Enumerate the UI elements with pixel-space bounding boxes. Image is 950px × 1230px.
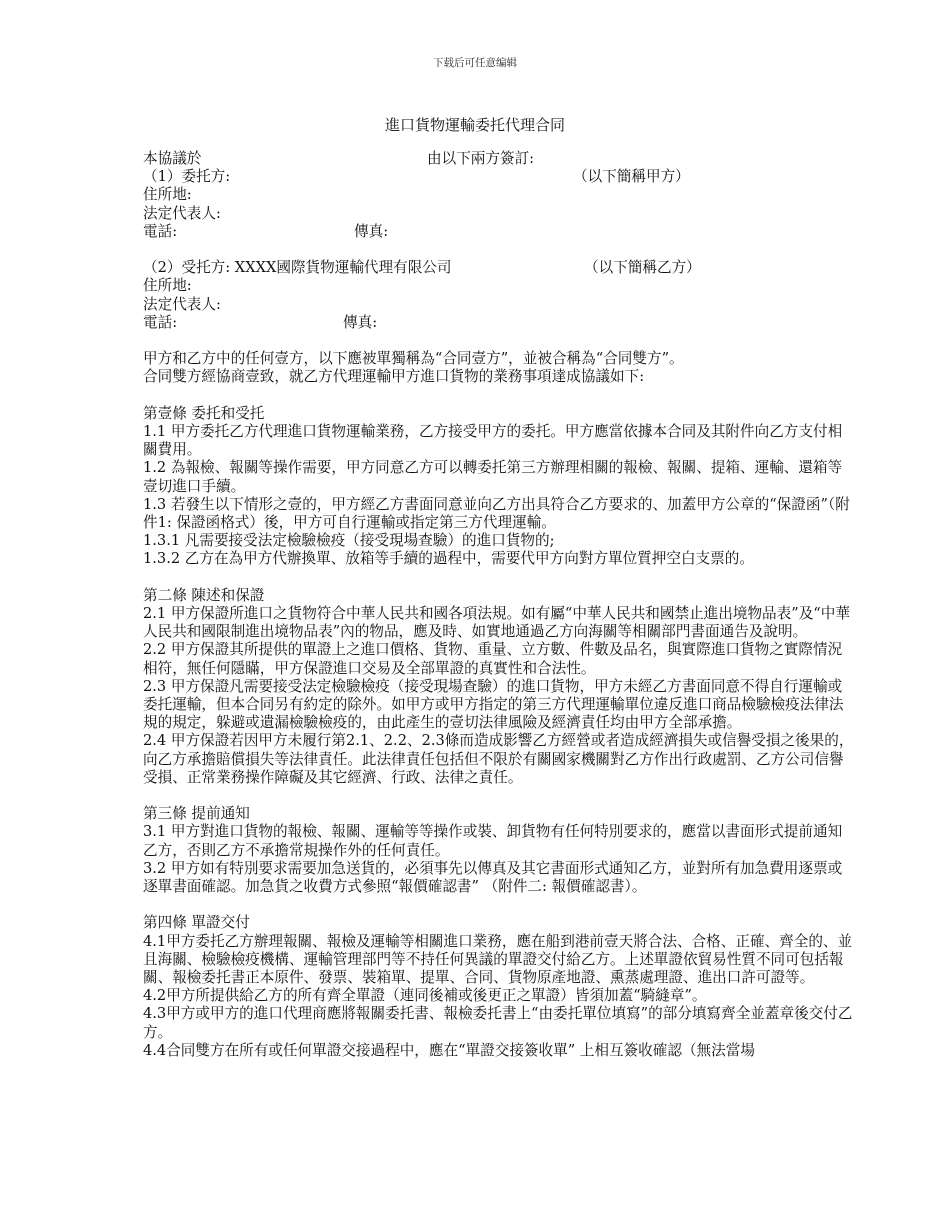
section-title: 第二條 陳述和保證 [143, 586, 265, 604]
party-a-rep: 法定代表人: [143, 204, 221, 222]
clause-paragraph: 4.3甲方或甲方的進口代理商應將報關委托書、報檢委托書上“由委托單位填寫”的部分填寫齊全並蓋章後交付乙方。 [143, 1005, 853, 1041]
header-note: 下载后可任意编辑 [433, 57, 517, 69]
section-title: 第壹條 委托和受托 [143, 404, 265, 422]
clause-paragraph: 1.2 為報檢、報關等操作需要，甲方同意乙方可以轉委托第三方辦理相關的報檢、報關、提箱、運輸、還箱等壹切進口手續。 [143, 459, 843, 495]
party-a-fax: 傳真: [354, 222, 389, 240]
document-body [143, 150, 855, 1060]
party-b-address: 住所地: [143, 277, 192, 295]
party-b-rep: 法定代表人: [143, 295, 221, 313]
clause-paragraph: 4.4合同雙方在所有或任何單證交接過程中，應在“單證交接簽收單” 上相互簽收確認（無法當場 [143, 1041, 755, 1059]
clause-paragraph: 1.3.2 乙方在為甲方代辦換單、放箱等手續的過程中，需要代甲方向對方單位質押空白支票的。 [143, 550, 754, 568]
party-b-line [143, 259, 855, 277]
clause-paragraph: 3.2 甲方如有特別要求需要加急送貨的，必須事先以傳真及其它書面形式通知乙方，並對所有加急費用逐票或逐單書面確認。加急貨之收費方式參照“報價確認書” （附件二: 報價確認書）。 [143, 859, 843, 895]
party-a-line [143, 168, 855, 186]
signed-by-label: 由以下兩方簽訂: [427, 150, 535, 167]
preamble-line: 合同雙方經協商壹致，就乙方代理運輸甲方進口貨物的業務事項達成協議如下: [143, 368, 645, 386]
party-b-fax: 傳真: [343, 313, 378, 331]
party-b-contact [143, 314, 855, 332]
clause-paragraph: 4.1甲方委托乙方辦理報關、報檢及運輸等相關進口業務，應在船到港前壹天將合法、合格、正確、齊全的、並且海關、檢驗檢疫機構、運輸管理部門等不持任何異議的單證交付給乙方。上述單證依貿易性質不同可包括報關、報檢委托書正本原件、發票、裝箱單、提單、合同、貨物原產地證、熏蒸處理證、進出口許可證等。 [143, 932, 853, 986]
clause-paragraph: 2.3 甲方保證凡需要接受法定檢驗檢疫（接受現場查驗）的進口貨物，甲方未經乙方書面同意不得自行運輸或委托運輸，但本合同另有約定的除外。如甲方或甲方指定的第三方代理運輸單位違反進口商品檢驗檢疫法律法規的規定，躲避或遺漏檢驗檢疫的，由此產生的壹切法律風險及經濟責任均由甲方全部承擔。 [143, 677, 844, 732]
party-b-phone: 電話: [143, 313, 178, 331]
clause-paragraph: 3.1 甲方對進口貨物的報檢、報關、運輸等等操作或裝、卸貨物有任何特別要求的，應當以書面形式提前通知乙方，否則乙方不承擔常規操作外的任何責任。 [143, 823, 843, 859]
clause-paragraph: 1.1 甲方委托乙方代理進口貨物運輸業務，乙方接受甲方的委托。甲方應當依據本合同及其附件向乙方支付相關費用。 [143, 422, 843, 459]
section-title: 第三條 提前通知 [143, 805, 250, 823]
clause-paragraph: 2.1 甲方保證所進口之貨物符合中華人民共和國各項法規。如有屬“中華人民共和國禁止進出境物品表”及“中華人民共和國限制進出境物品表”內的物品，應及時、如實地通過乙方向海關等相關部門書面通告及說明。 [143, 604, 850, 641]
agreement-at-label: 本協議於 [143, 150, 202, 167]
clause-paragraph: 1.3.1 凡需要接受法定檢驗檢疫（接受現場查驗）的進口貨物的; [143, 532, 555, 550]
party-a-address: 住所地: [143, 186, 192, 204]
party-a-short: （以下簡稱甲方） [573, 168, 690, 186]
preamble-line: 甲方和乙方中的任何壹方，以下應被單獨稱為“合同壹方”，並被合稱為“合同雙方”。 [143, 350, 684, 368]
intro-line [143, 150, 855, 168]
section-title: 第四條 單證交付 [143, 914, 250, 932]
party-a-phone: 電話: [143, 222, 178, 240]
party-a-label: （1）委托方: [143, 168, 231, 186]
clause-paragraph: 2.4 甲方保證若因甲方未履行第2.1、2.2、2.3條而造成影響乙方經營或者造成經濟損失或信譽受損之後果的，向乙方承擔賠償損失等法律責任。此法律責任包括但不限於有關國家機關對乙方作出行政處罰、乙方公司信譽受損、正常業務操作障礙及其它經濟、行政、法律之責任。 [143, 732, 854, 786]
clause-paragraph: 4.2甲方所提供給乙方的所有齊全單證（連同後補或後更正之單證）皆須加蓋“騎縫章”。 [143, 987, 707, 1005]
party-a-contact [143, 223, 855, 241]
party-b-short: （以下簡稱乙方） [584, 259, 701, 277]
clause-paragraph: 1.3 若發生以下情形之壹的，甲方經乙方書面同意並向乙方出具符合乙方要求的、加蓋甲方公章的“保證函”（附件1: 保證函格式）後，甲方可自行運輸或指定第三方代理運輸。 [143, 495, 850, 531]
party-b-label: （2）受托方: XXXX國際貨物運輸代理有限公司 [143, 259, 452, 277]
document-title: 進口貨物運輸委托代理合同 [384, 116, 565, 134]
clause-paragraph: 2.2 甲方保證其所提供的單證上之進口價格、貨物、重量、立方數、件數及品名，與實際進口貨物之實際情況相符，無任何隱瞞，甲方保證進口交易及全部單證的真實性和合法性。 [143, 641, 843, 677]
